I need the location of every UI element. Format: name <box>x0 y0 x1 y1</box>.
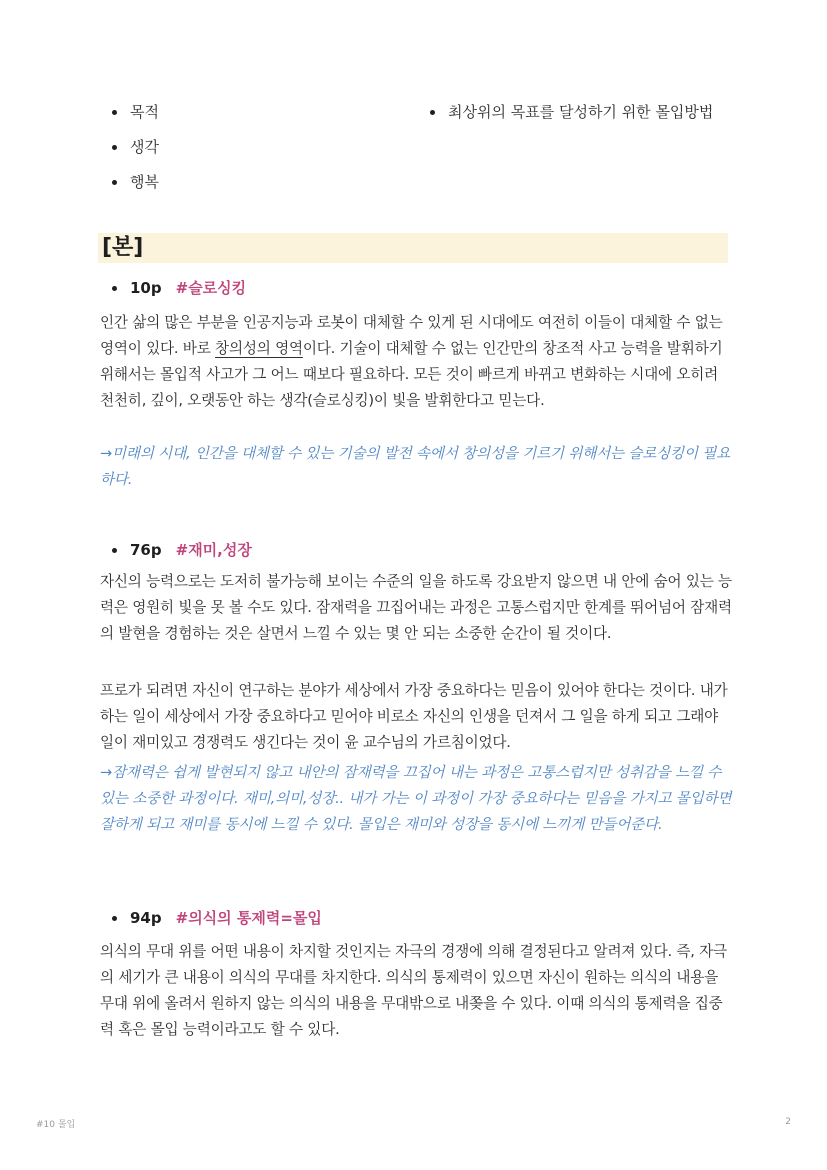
body-paragraph <box>100 310 732 414</box>
paragraph-text: 인간 삶의 많은 부분을 인공지능과 로봇이 대체할 수 있게 된 시대에도 여전히 이들이 대체할 수 없는 영역이 있다. 바로 <box>100 314 723 357</box>
section-header-10p <box>106 278 246 298</box>
list-item: 최상위의 목표를 달성하기 위한 몰입방법 <box>424 102 744 122</box>
list-item: 생각 <box>106 137 356 157</box>
top-list-right <box>424 102 744 122</box>
paragraph-text: 이다. 기술이 대체할 수 없는 인간만의 창조적 사고 능력을 발휘하기 위해서는 몰입적 사고가 그 어느 때보다 필요하다. 모든 것이 빠르게 바뀌고 변화하는 시대에 오히려 천천히, 깊이, 오랫동안 하는 생각(슬로싱킹)이 빛을 발휘한다고 믿는다. <box>100 340 723 409</box>
footer-page-number: 2 <box>785 1117 791 1127</box>
page-number: 10p <box>130 279 162 297</box>
page-number: 94p <box>130 909 162 927</box>
list-item: 목적 <box>106 102 356 122</box>
body-paragraph: 자신의 능력으로는 도저히 불가능해 보이는 수준의 일을 하도록 강요받지 않으면 내 안에 숨어 있는 능력은 영원히 빛을 못 볼 수도 있다. 잠재력을 끄집어내는 과정은 고통스럽지만 한계를 뛰어넘어 잠재력의 발현을 경험하는 것은 살면서 느낄 수 있는 몇 안 되는 소중한 순간이 될 것이다. <box>100 573 732 642</box>
section-heading: [본] <box>98 233 728 263</box>
section-header-76p <box>106 540 252 560</box>
body-paragraph: 프로가 되려면 자신이 연구하는 분야가 세상에서 가장 중요하다는 믿음이 있어야 한다는 것이다. 내가 하는 일이 세상에서 가장 중요하다고 믿어야 비로소 자신의 인생을 던져서 그 일을 하게 되고 그래야 일이 재미있고 경쟁력도 생긴다는 것이 윤 교수님의 가르침이었다. <box>100 682 728 751</box>
body-paragraph: 의식의 무대 위를 어떤 내용이 차지할 것인지는 자극의 경쟁에 의해 결정된다고 알려져 있다. 즉, 자극의 세기가 큰 내용이 의식의 무대를 차지한다. 의식의 통제력이 있으면 자신이 원하는 의식의 내용을 무대 위에 올려서 원하지 않는 의식의 내용을 무대밖으로 내쫒을 수 있다. 이때 의식의 통제력을 집중력 혹은 몰입 능력이라고도 할 수 있다. <box>100 943 727 1038</box>
page-number: 76p <box>130 541 162 559</box>
reflection-note: →미래의 시대, 인간을 대체할 수 있는 기술의 발전 속에서 창의성을 기르기 위해서는 슬로싱킹이 필요하다. <box>100 445 731 488</box>
hashtag: #슬로싱킹 <box>175 279 247 297</box>
reflection-note: →잠재력은 쉽게 발현되지 않고 내안의 잠재력을 끄집어 내는 과정은 고통스럽지만 성취감을 느낄 수 있는 소중한 과정이다. 재미,의미,성장.. 내가 가는 이 과정이 가장 중요하다는 믿음을 가지고 몰입하면 잘하게 되고 재미를 동시에 느낄 수 있다. 몰입은 재미와 성장을 동시에 느끼게 만들어준다. <box>100 764 732 833</box>
underlined-phrase: 창의성의 영역 <box>215 340 303 357</box>
hashtag: #재미,성장 <box>175 541 252 559</box>
list-item: 행복 <box>106 172 356 192</box>
section-header-94p <box>106 908 322 928</box>
hashtag: #의식의 통제력=몰입 <box>175 909 322 927</box>
top-list-left <box>106 102 356 207</box>
footer-title: #10 몰입 <box>36 1120 76 1130</box>
